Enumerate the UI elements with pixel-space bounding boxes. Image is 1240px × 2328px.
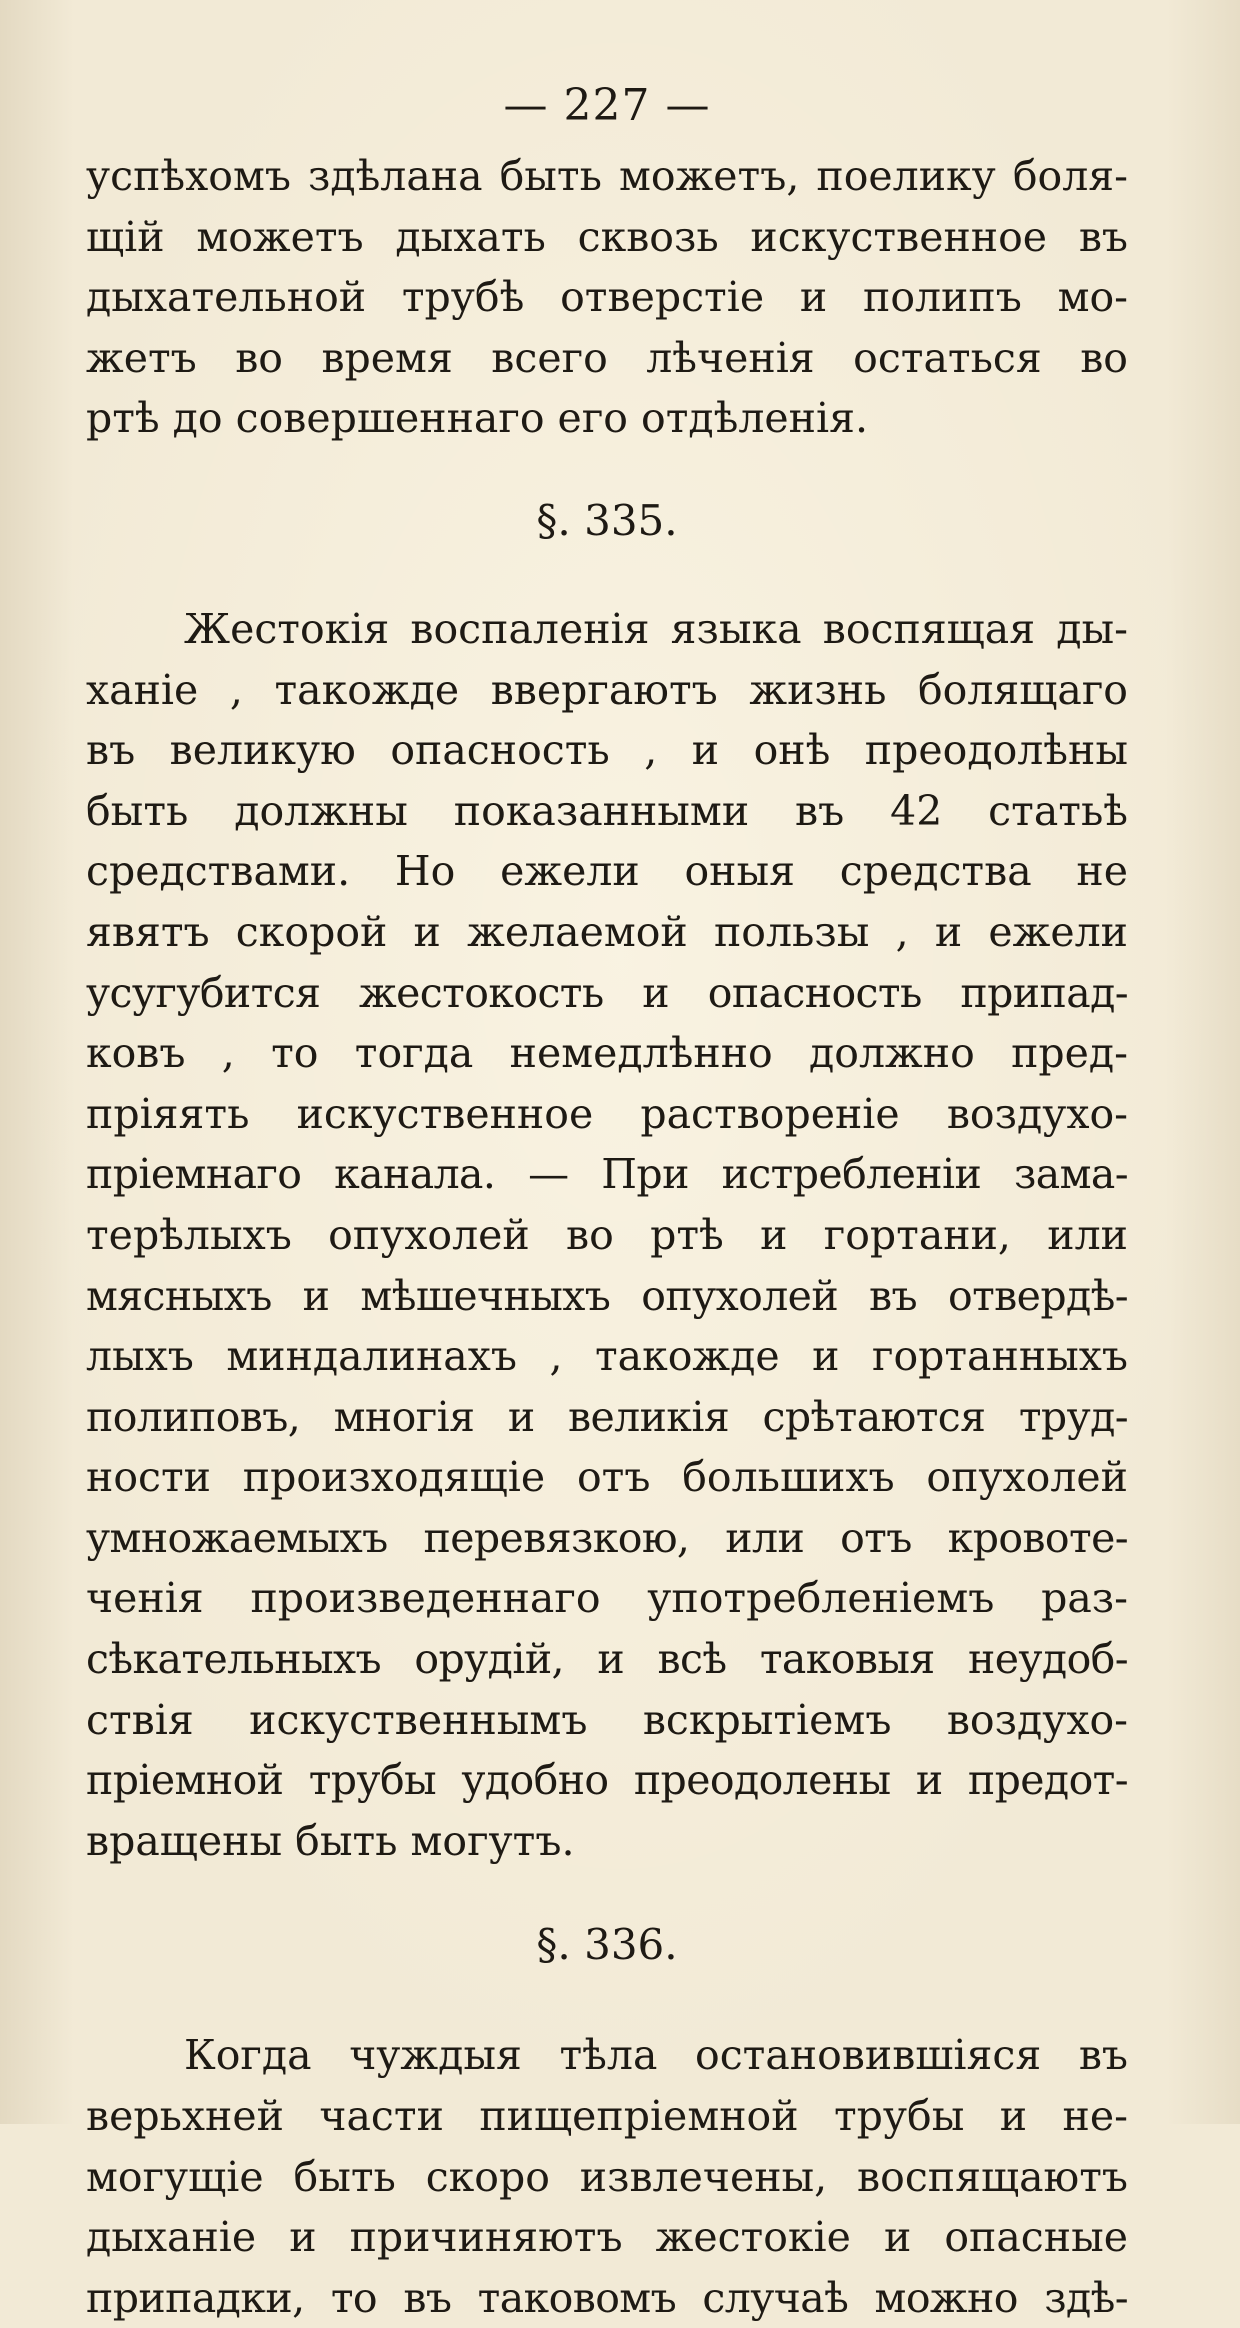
text-line: усугубится жестокость и опасность припад- <box>86 968 1128 1017</box>
page-number: — 227 — <box>503 80 711 131</box>
text-line: мясныхъ и мѣшечныхъ опухолей въ отвердѣ- <box>86 1271 1128 1320</box>
text-line: верьхней части пищепріемной трубы и не- <box>86 2092 1128 2141</box>
text-line: пріемнаго канала. — При истребленіи зама- <box>86 1150 1128 1199</box>
text-line: полиповъ, многія и великія срѣтаются труд- <box>86 1392 1128 1441</box>
text-line: щій можетъ дыхать сквозь искуственное въ <box>86 212 1128 261</box>
section-335-paragraph <box>86 599 1128 1871</box>
section-heading-336: §. 336. <box>536 1920 678 1970</box>
text-line: ченія произведеннаго употребленіемъ раз- <box>86 1574 1128 1623</box>
section-336-paragraph <box>86 2025 1128 2328</box>
text-line: ковъ , то тогда немедлѣнно должно пред- <box>86 1029 1128 1078</box>
text-line: пріемной трубы удобно преодолены и предот- <box>86 1756 1128 1805</box>
text-line: дыханіе и причиняютъ жестокіе и опасные <box>86 2213 1128 2262</box>
text-line: умножаемыхъ перевязкою, или отъ кровоте- <box>86 1513 1128 1562</box>
text-line: средствами. Но ежели оныя средства не <box>86 847 1128 896</box>
text-line: жетъ во время всего лѣченія остаться во <box>86 333 1128 382</box>
text-line: дыхательной трубѣ отверстіе и полипъ мо- <box>86 273 1128 322</box>
text-line: ствія искуственнымъ вскрытіемъ воздухо- <box>86 1695 1128 1744</box>
text-line: въ великую опасность , и онѣ преодолѣны <box>86 726 1128 775</box>
text-line: быть должны показанными въ 42 статьѣ <box>86 786 1128 835</box>
text-line: припадки, то въ таковомъ случаѣ можно здѣ- <box>86 2273 1128 2322</box>
text-line: сѣкательныхъ орудій, и всѣ таковыя неудоб- <box>86 1635 1128 1684</box>
text-line: Когда чуждыя тѣла остановившіяся въ <box>184 2031 1128 2080</box>
text-line: Жестокія воспаленія языка воспящая ды- <box>184 604 1128 653</box>
text-line: успѣхомъ здѣлана быть можетъ, поелику боля- <box>86 152 1128 200</box>
text-line: пріяять искуственное раствореніе воздухо- <box>86 1089 1128 1138</box>
section-heading-335: §. 335. <box>536 495 678 545</box>
text-line: ртѣ до совершеннаго его отдѣленія. <box>86 394 869 443</box>
text-line: ности произходящіе отъ большихъ опухолей <box>86 1453 1128 1502</box>
text-line: ханіе , такожде ввергаютъ жизнь болящаго <box>86 665 1128 714</box>
text-line: явятъ скорой и желаемой пользы , и ежели <box>86 907 1128 956</box>
text-line: вращены быть могутъ. <box>86 1816 575 1865</box>
text-line: терѣлыхъ опухолей во ртѣ и гортани, или <box>86 1210 1128 1259</box>
text-line: могущіе быть скоро извлечены, воспящаютъ <box>86 2152 1128 2201</box>
continuation-paragraph <box>86 146 1128 449</box>
text-line: лыхъ миндалинахъ , такожде и гортанныхъ <box>86 1332 1128 1381</box>
